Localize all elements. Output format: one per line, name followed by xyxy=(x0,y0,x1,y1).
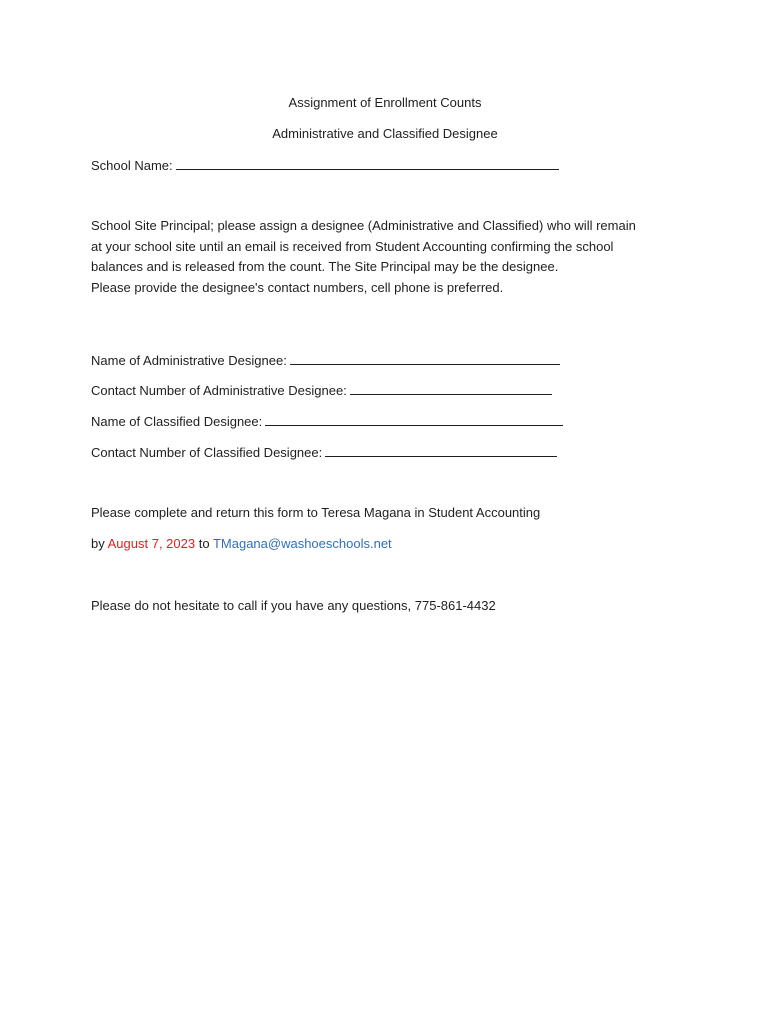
deadline-prefix: by xyxy=(91,536,105,551)
classified-name-label: Name of Classified Designee: xyxy=(91,414,263,429)
instructions-line: balances and is released from the count. The Site Principal may be the designee. xyxy=(91,259,559,274)
school-name-label: School Name: xyxy=(91,158,173,173)
admin-name-row xyxy=(91,352,560,369)
admin-contact-row xyxy=(91,382,552,399)
deadline-row xyxy=(91,536,392,552)
instructions-line: at your school site until an email is received from Student Accounting confirming the school xyxy=(91,238,614,254)
instructions-line: Please provide the designee's contact numbers, cell phone is preferred. xyxy=(91,279,504,295)
deadline-to: to xyxy=(198,536,210,551)
instructions-paragraph xyxy=(91,216,681,298)
classified-contact-blank[interactable] xyxy=(325,444,557,457)
instructions-line: School Site Principal; please assign a designee (Administrative and Classified) who will remain xyxy=(91,218,636,233)
admin-name-label: Name of Administrative Designee: xyxy=(91,353,287,368)
return-instructions: Please complete and return this form to Teresa Magana in Student Accounting xyxy=(91,505,541,520)
admin-contact-label: Contact Number of Administrative Designee: xyxy=(91,383,347,398)
admin-name-blank[interactable] xyxy=(290,352,560,365)
admin-contact-blank[interactable] xyxy=(350,382,552,395)
closing-note: Please do not hesitate to call if you have any questions, 775-861-4432 xyxy=(91,598,496,613)
school-name-blank[interactable] xyxy=(176,157,559,170)
school-name-row xyxy=(91,157,559,174)
contact-email-link[interactable]: TMagana@washoeschools.net xyxy=(212,536,392,551)
classified-name-row xyxy=(91,413,563,430)
classified-contact-label: Contact Number of Classified Designee: xyxy=(91,445,323,460)
classified-contact-row xyxy=(91,444,557,461)
classified-name-blank[interactable] xyxy=(265,413,563,426)
document-title: Assignment of Enrollment Counts xyxy=(288,95,482,110)
document-subtitle: Administrative and Classified Designee xyxy=(272,126,498,141)
deadline-date: August 7, 2023 xyxy=(107,536,196,551)
